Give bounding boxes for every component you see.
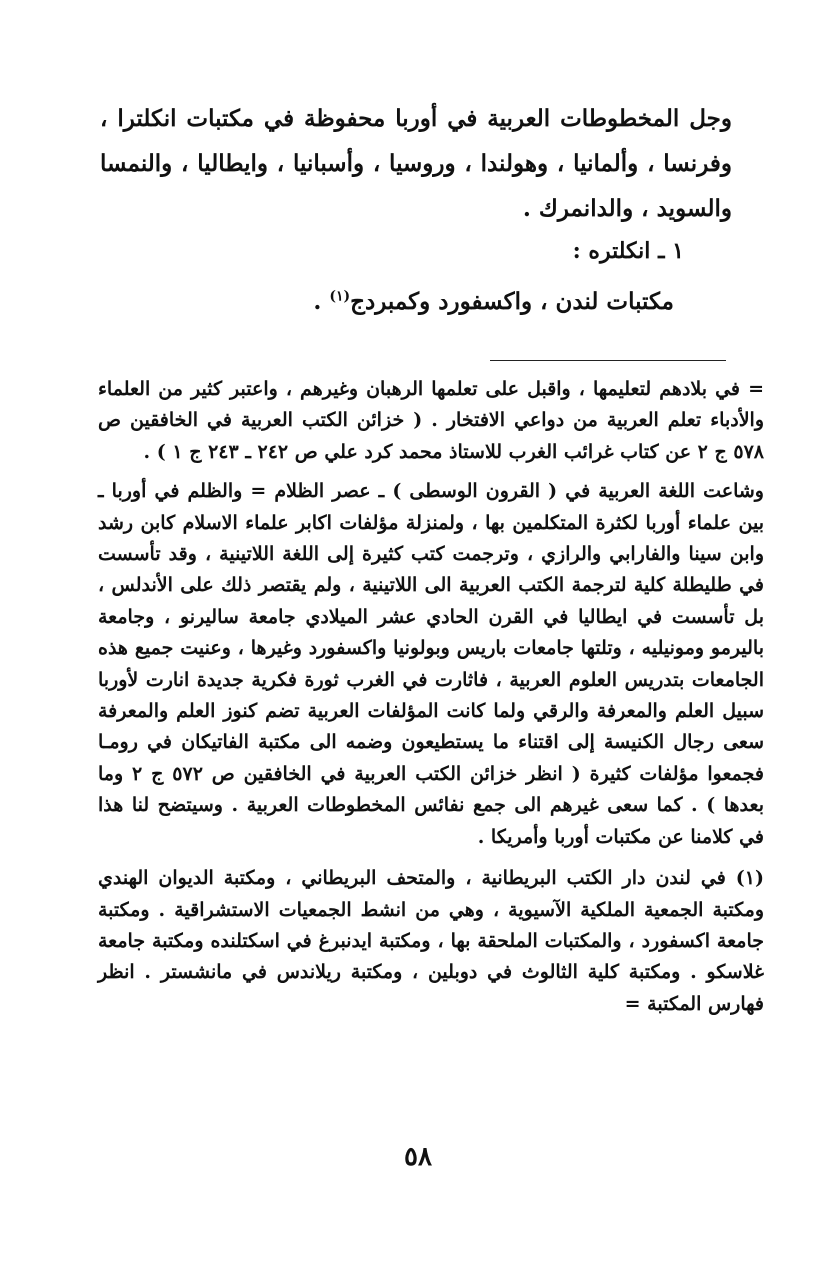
footnote-reference: (١) — [329, 288, 351, 305]
footnote-one: (١) في لندن دار الكتب البريطانية ، والمتحف البريطاني ، ومكتبة الديوان الهندي ومكتبة الجمعية الملكية الآسيوية ، وهي من انشط الجمعيات الاستشراقية . ومكتبة جامعة اكسفورد ، والمكتبات الملحقة بها ، ومكتبة ايدنبرغ في اسكتلنده ومكتبة جامعة غلاسكو . ومكتبة كلية الثالوث في دوبلين ، ومكتبة ريلاندس في مانشستر . انظر فهارس المكتبة = — [98, 867, 764, 1015]
libraries-text: مكتبات لندن ، واكسفورد وكمبردج — [350, 288, 674, 315]
section-heading: ١ ـ انكلتره : — [572, 238, 684, 264]
libraries-line — [313, 288, 674, 315]
libraries-end: . — [313, 288, 330, 315]
main-body-text — [100, 96, 732, 231]
intro-paragraph: وجل المخطوطات العربية في أوربا محفوظة في مكتبات انكلترا ، وفرنسا ، وألمانيا ، وهولندا ، وروسيا ، وأسبانيا ، وايطاليا ، والنمسا والسويد ، والدانمرك . — [100, 105, 732, 222]
footnote-separator — [490, 360, 726, 361]
footnote-paragraph-two: وشاعت اللغة العربية في ( القرون الوسطى ) ـ عصر الظلام = والظلم في أوربا ـ بين علماء أوربا لكثرة المتكلمين بها ، ولمنزلة مؤلفات اكابر علماء الاسلام كابن رشد وابن سينا والفارابي والرازي ، وترجمت كتب كثيرة إلى اللغة اللاتينية ، وقد تأسست في طليطلة كلية لترجمة الكتب العربية الى اللاتينية ، ولم يقتصر ذلك على الأندلس ، بل تأسست في ايطاليا في القرن الحادي عشر الميلادي جامعة ساليرنو ، وجامعة باليرمو ومونيليه ، وتلتها جامعات باريس وبولونيا واكسفورد وغيرها ، وعنيت جميع هذه الجامعات بتدريس العلوم العربية ، فاثارت في الغرب ثورة فكرية جديدة انارت لأوربا سبيل العلم والمعرفة والرقي ولما كانت المؤلفات العربية تضم كنوز العلم والمعرفة سعى رجال الكنيسة إلى اقتناء ما يستطيعون وضمه الى مكتبة الفاتيكان في رومـا فجمعوا مؤلفات كثيرة ( انظر خزائن الكتب العربية في الخافقين ص ٥٧٢ ج ٢ وما بعدها ) . كما سعى غيرهم الى جمع نفائس المخطوطات العربية . وسيتضح لنا هذا في كلامنا عن مكتبات أوربا وأمريكا . — [98, 480, 764, 848]
page-number: ٥٨ — [404, 1142, 432, 1172]
footnotes-block — [98, 374, 764, 1030]
footnote-continuation: = في بلادهم لتعليمها ، واقبل على تعلمها الرهبان وغيرهم ، واعتبر كثير من العلماء والأدباء تعلم العربية من دواعي الافتخار . ( خزائن الكتب العربية في الخافقين ص ٥٧٨ ج ٢ عن كتاب غرائب الغرب للاستاذ محمد كرد علي ص ٢٤٢ ـ ٢٤٣ ج ١ ) . — [98, 378, 764, 463]
